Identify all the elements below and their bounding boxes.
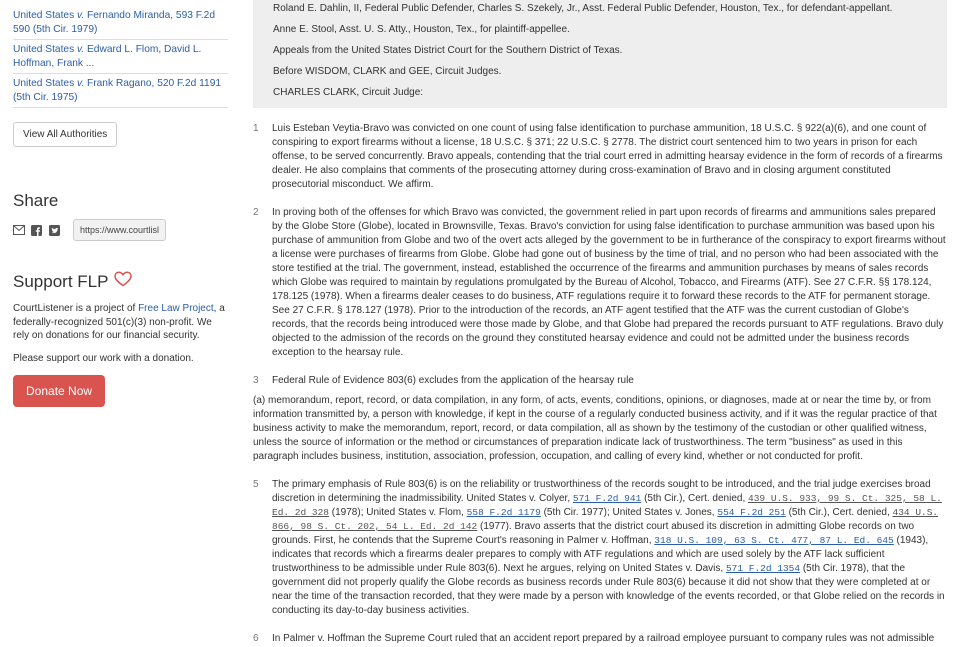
paragraph-text: Luis Esteban Veytia-Bravo was convicted on one count of using false identification to purchase ammunition, 18 U.S.C. § 922(a)(6), and one count of conspiring to export firearms without a license, 18 U.S.C. § 371; 22 U.S.C. § 2778. The district court sentenced him to two years in prison for each offense, to be served concurrently. Bravo appeals, contending that the trial court erred in admitting hearsay evidence in the form of records of a firearms dealer. He also complains that comments of the prosecuting attorney during cross-examination of Bravo and in closing argument constituted prosecutorial misconduct. We affirm. [272,123,943,190]
header-line: Before WISDOM, CLARK and GEE, Circuit Judges. [273,66,502,77]
authority-suffix: Edward L. Flom, David L. Hoffman, Frank ... [13,44,202,69]
authority-item[interactable] [13,74,228,108]
citation-text: 439 U.S. 933, 99 S. Ct. 325, 58 L. Ed. 2d 328 [272,493,942,518]
authority-suffix: Fernando Miranda, 593 F.2d 590 (5th Cir. 1979) [13,10,215,35]
header-line: Appeals from the United States District Court for the Southern District of Texas. [273,45,623,56]
authority-link[interactable] [13,78,221,103]
support-donation-text: Please support our work with a donation. [13,352,194,364]
text-run: (5th Cir. 1978), that the government did not properly qualify the Globe records as business records under Rule 803(6) because it did not show that they were completed at or near the time of the transaction recorded, that they were made by a person with knowledge of the events recorded, or that Globe relied on the records in conducting its day-to-day business activities. [272,563,945,616]
text-run: (5th Cir.), Cert. denied, [641,493,749,504]
paragraph-text: In Palmer v. Hoffman the Supreme Court ruled that an accident report prepared by a railroad employee pursuant to company rules was not admissible [272,633,935,644]
facebook-icon[interactable] [31,225,43,236]
authority-link[interactable] [13,10,215,35]
citation-link[interactable]: 318 U.S. 109, 63 S. Ct. 477, 87 L. Ed. 645 [654,535,894,546]
text-run: (5th Cir.), Cert. denied, [785,507,893,518]
text-run: (5th Cir. 1977); United States v. Jones, [540,507,718,518]
opinion-paragraph [253,478,947,618]
text-run: (1977). Bravo asserts that the district court abused its discretion in admitting Globe records on two grounds. First, he contends that the Supreme Court's reasoning in Palmer v. Hoffman, [272,521,915,546]
share-url-field[interactable]: https://www.courtlisl [73,219,166,241]
header-line: Roland E. Dahlin, II, Federal Public Defender, Charles S. Szekely, Jr., Asst. Federal Public Defender, Houston, Tex., for defendant-appellant. [273,3,893,14]
paragraph-number: 1 [253,123,259,134]
authority-v: v. [77,10,85,21]
sidebar [13,0,228,647]
paragraph-number: 2 [253,207,259,218]
support-description [13,302,228,343]
donate-now-button[interactable]: Donate Now [13,375,105,407]
authority-item[interactable] [13,40,228,74]
citation-link[interactable]: 558 F.2d 1179 [466,507,541,518]
citation-link[interactable]: 571 F.2d 941 [572,493,642,504]
view-all-authorities-button[interactable]: View All Authorities [13,122,117,147]
text-run: (1943), indicates that records which a firearms dealer prepares to comply with ATF regulations and which are used solely by the ATF lack sufficient trustworthiness to be admissible under Rule 803(6). Next he argues, relying on United States v. Davis, [272,535,929,574]
opinion-content [253,0,947,647]
heart-icon [114,271,132,292]
citation-link[interactable]: 571 F.2d 1354 [725,563,801,574]
quote-text: (a) memorandum, report, record, or data compilation, in any form, of acts, events, conditions, opinions, or diagnoses, made at or near the time by, or from information transmitted by, a person with knowledge, if kept in the course of a regularly conducted business activity, and if it was the regular practice of that business activity to make the memorandum, report, record, or data compilation, all as shown by the testimony of the custodian or other qualified witness, unless the source of information or the method or circumstances of preparation indicate lack of trustworthiness. The term "business" as used in this paragraph includes business, institution, association, profession, occupation, and calling of every kind, whether or not conducted for profit. [253,395,937,462]
text-run: (1978); United States v. Flom, [329,507,467,518]
paragraph-text: In proving both of the offenses for which Bravo was convicted, the government relied in part upon records of firearms and ammunitions sales prepared by the Globe Store (Globe), located in Brownsville, Texas. Bravo's conviction for using false identification to purchase ammunition was based upon his purchase of ammunition from Globe and two of the overt acts alleged by the government to be in furtherance of the conspiracy to export firearms without a license were purchases of firearms from Globe. Globe had gone out of business by the time of trial, and no person who had been associated with the store testified at the trial. The government, instead, established the occurrence of the firearms and ammunition purchases by means of sales records which Globe was required to maintain by regulations promulgated by the Bureau of Alcohol, Tobacco, and Firearms (ATF). See 27 C.F.R. §§ 178.124, 178.125 (1978). When a firearms dealer ceases to do business, ATF regulations require it to forward these records to the ATF for permanent storage. See 27 C.F.R. § 178.127 (1978). Prior to the introduction of the records, an ATF agent testified that the ATF was the current custodian of Globe's records, that the records being introduced were those made by Globe, and that Globe had prepared the records pursuant to ATF regulations. Bravo duly objected to the admission of the records on the ground they constituted hearsay evidence and could not be admitted under the business records exception to the hearsay rule. [272,207,946,358]
envelope-icon[interactable] [13,225,25,236]
free-law-project-link[interactable]: Free Law Project [138,303,214,314]
paragraph-number: 6 [253,633,259,644]
block-quote [253,394,947,464]
opinion-paragraph [253,632,947,646]
support-title [13,271,228,292]
authority-v: v. [77,44,85,55]
authority-prefix: United States [13,10,77,21]
authority-link[interactable] [13,44,201,69]
authority-item[interactable] [13,6,228,40]
authority-suffix: Frank Ragano, 520 F.2d 1191 (5th Cir. 1975) [13,78,222,103]
authority-prefix: United States [13,44,77,55]
paragraph-number: 3 [253,375,259,386]
share-row [13,219,228,241]
citation-text: 434 U.S. 866, 98 S. Ct. 202, 54 L. Ed. 2d 142 [272,507,939,532]
citation-link[interactable]: 554 F.2d 251 [717,507,786,518]
authority-prefix: United States [13,78,77,89]
support-text-1: CourtListener is a project of [13,303,139,314]
paragraph-text: Federal Rule of Evidence 803(6) excludes from the application of the hearsay rule [272,375,634,386]
authority-v: v. [77,78,85,89]
paragraph-number: 5 [253,479,259,490]
twitter-icon[interactable] [49,225,61,236]
authorities-list [13,6,228,108]
support-title-text: Support FLP [13,271,109,291]
share-title: Share [13,191,59,210]
text-run: The primary emphasis of Rule 803(6) is on the reliability or trustworthiness of the records sought to be introduced, and the trial judge exercises broad discretion in determining the inadmissibility. United States v. Colyer, [272,479,931,504]
opinion-paragraph [253,374,947,388]
header-line: CHARLES CLARK, Circuit Judge: [273,87,424,98]
header-line: Anne E. Stool, Asst. U. S. Atty., Houston, Tex., for plaintiff-appellee. [273,24,570,35]
support-text-2: , a federally-recognized 501(c)(3) non-profit. We rely on donations for our financial security. [13,303,225,341]
opinion-paragraph [253,206,947,360]
paragraph-text [272,478,947,618]
opinion-paragraph [253,122,947,192]
opinion-header [253,0,947,108]
